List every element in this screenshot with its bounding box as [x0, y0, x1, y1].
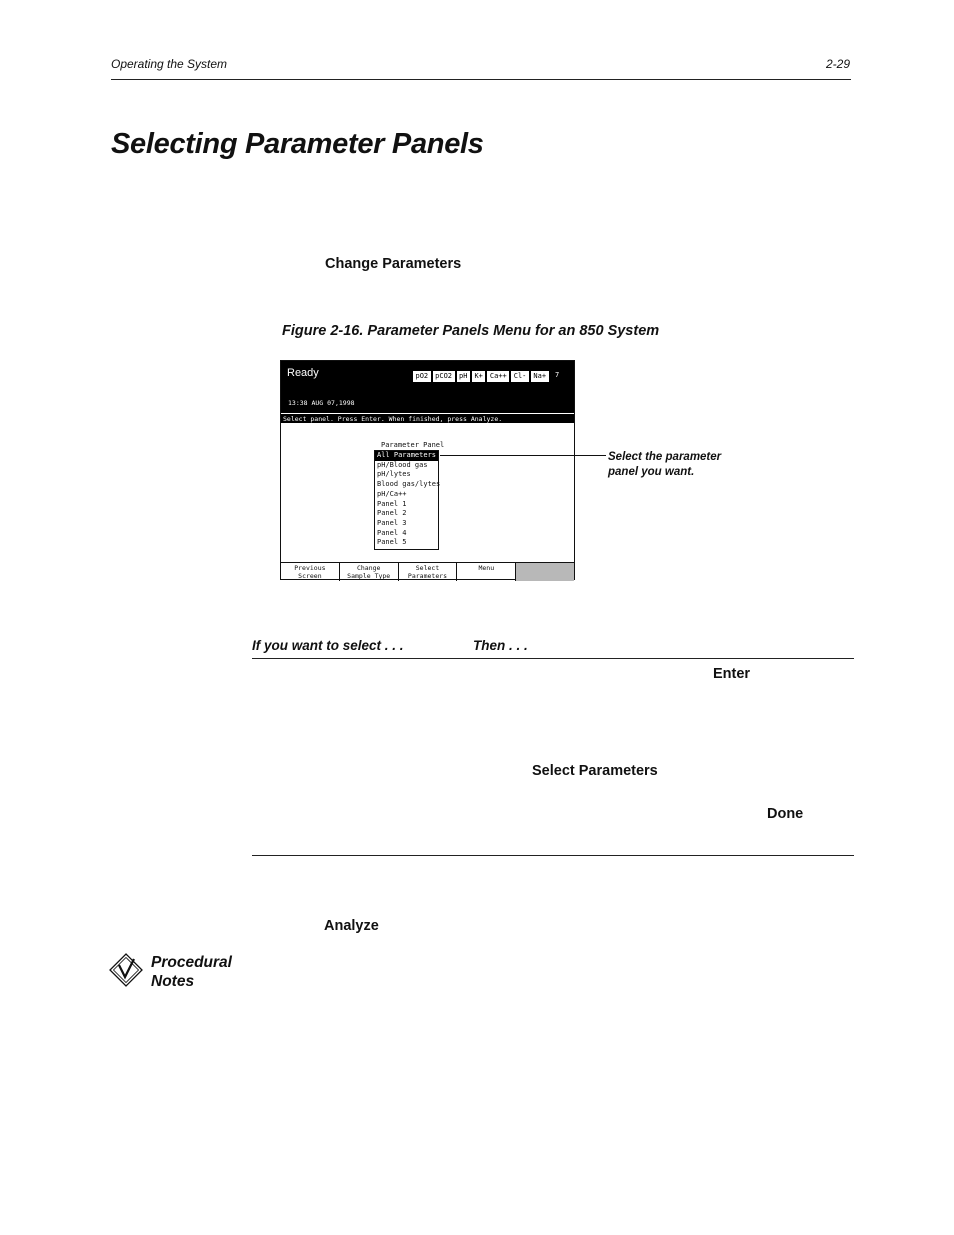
- screen-instruction: Select panel. Press Enter. When finished, press Analyze.: [281, 413, 574, 423]
- panel-item-panel-1[interactable]: Panel 1: [377, 499, 407, 508]
- softkey-bar: [281, 562, 574, 581]
- parameter-panel-list: [374, 450, 439, 550]
- figure-callout: Select the parameter panel you want.: [608, 451, 722, 478]
- panel-item-panel-5[interactable]: Panel 5: [377, 538, 407, 547]
- panel-item-panel-2[interactable]: Panel 2: [377, 509, 407, 518]
- parameter-indicator: K+: [472, 371, 485, 382]
- page-number: 2-29: [825, 57, 850, 71]
- checkmark-diamond-icon: [108, 952, 144, 988]
- parameter-indicator: Cl-: [511, 371, 529, 382]
- screen-status-bar: [281, 361, 574, 414]
- select-parameters-keyword: Select Parameters: [532, 763, 658, 779]
- softkey-menu[interactable]: Menu: [457, 563, 516, 581]
- panel-item-ph-blood-gas[interactable]: pH/Blood gas: [377, 460, 428, 469]
- panel-item-blood-gas-lytes[interactable]: Blood gas/lytes: [377, 480, 441, 489]
- header-rule: [111, 79, 851, 80]
- parameter-indicator: pO2: [413, 371, 431, 382]
- table-top-rule: [252, 658, 854, 659]
- panel-item-all-parameters[interactable]: All Parameters: [377, 451, 437, 459]
- parameter-indicators: [413, 371, 549, 382]
- table-header-select: If you want to select . . .: [252, 638, 404, 653]
- enter-keyword: Enter: [713, 666, 751, 682]
- panel-item-ph-lytes[interactable]: pH/lytes: [377, 470, 411, 479]
- parameter-indicator: pH: [457, 371, 470, 382]
- analyze-keyword: Analyze: [324, 918, 379, 934]
- section-title: Selecting Parameter Panels: [111, 128, 484, 160]
- screen-corner-number: 7: [555, 371, 560, 379]
- procedural-notes-label: Procedural Notes: [151, 954, 232, 990]
- parameter-indicator: Ca++: [487, 371, 509, 382]
- running-title: Operating the System: [111, 57, 228, 71]
- softkey-change-sample-type[interactable]: Change Sample Type: [340, 563, 399, 581]
- panel-item-panel-4[interactable]: Panel 4: [377, 528, 407, 537]
- panel-item-ph-ca[interactable]: pH/Ca++: [377, 489, 407, 498]
- parameter-indicator: pCO2: [433, 371, 455, 382]
- screen-status: Ready: [287, 367, 319, 379]
- parameter-indicator: Na+: [531, 371, 549, 382]
- softkey-select-parameters[interactable]: Select Parameters: [399, 563, 458, 581]
- instrument-screen: [280, 360, 575, 580]
- softkey-previous-screen[interactable]: Previous Screen: [281, 563, 340, 581]
- table-bottom-rule: [252, 855, 854, 856]
- figure-caption: Figure 2-16. Parameter Panels Menu for an 850 System: [282, 323, 660, 339]
- table-header-then: Then . . .: [473, 638, 528, 653]
- softkey-blank: [516, 563, 574, 581]
- change-parameters-keyword: Change Parameters: [325, 256, 462, 272]
- callout-leader-line: [440, 455, 606, 456]
- done-keyword: Done: [767, 806, 804, 822]
- panel-list-title: Parameter Panel: [381, 441, 445, 449]
- screen-datetime: 13:38 AUG 07,1998: [288, 399, 355, 407]
- panel-item-panel-3[interactable]: Panel 3: [377, 518, 407, 527]
